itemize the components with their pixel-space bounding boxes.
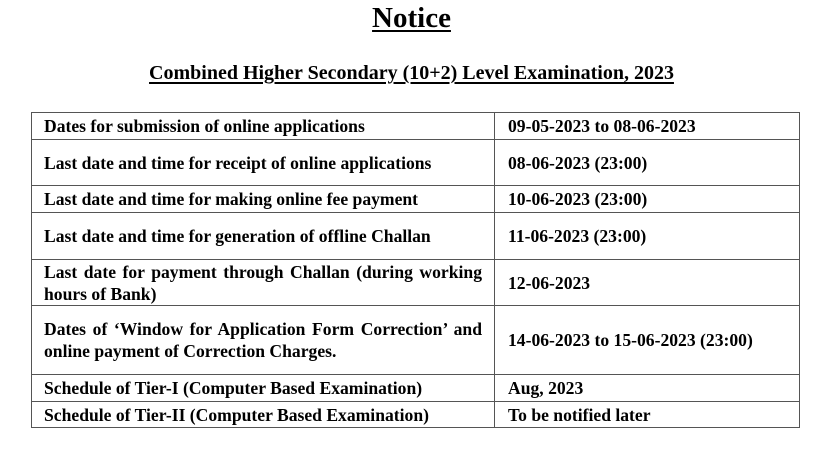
schedule-label: Dates of ‘Window for Application Form Correction’ and online payment of Correction Charges.: [32, 306, 495, 375]
schedule-value: 12-06-2023: [495, 260, 800, 306]
schedule-value: 08-06-2023 (23:00): [495, 140, 800, 186]
notice-title: Notice: [372, 2, 451, 34]
table-row: [32, 186, 800, 213]
table-row: [32, 113, 800, 140]
schedule-value: 10-06-2023 (23:00): [495, 186, 800, 213]
schedule-value: 09-05-2023 to 08-06-2023: [495, 113, 800, 140]
schedule-label: Last date for payment through Challan (during working hours of Bank): [32, 260, 495, 306]
schedule-value: 14-06-2023 to 15-06-2023 (23:00): [495, 306, 800, 375]
table-row: [32, 306, 800, 375]
schedule-label: Last date and time for generation of offline Challan: [32, 213, 495, 260]
table-row: [32, 140, 800, 186]
schedule-label: Schedule of Tier-II (Computer Based Examination): [32, 402, 495, 428]
schedule-label: Last date and time for receipt of online applications: [32, 140, 495, 186]
schedule-value: Aug, 2023: [495, 375, 800, 402]
schedule-table: [31, 112, 800, 428]
schedule-label: Last date and time for making online fee payment: [32, 186, 495, 213]
table-row: [32, 375, 800, 402]
schedule-value: 11-06-2023 (23:00): [495, 213, 800, 260]
table-row: [32, 402, 800, 428]
table-row: [32, 213, 800, 260]
exam-title: Combined Higher Secondary (10+2) Level Examination, 2023: [149, 62, 674, 84]
schedule-label: Schedule of Tier-I (Computer Based Examination): [32, 375, 495, 402]
schedule-label: Dates for submission of online applications: [32, 113, 495, 140]
schedule-value: To be notified later: [495, 402, 800, 428]
table-row: [32, 260, 800, 306]
